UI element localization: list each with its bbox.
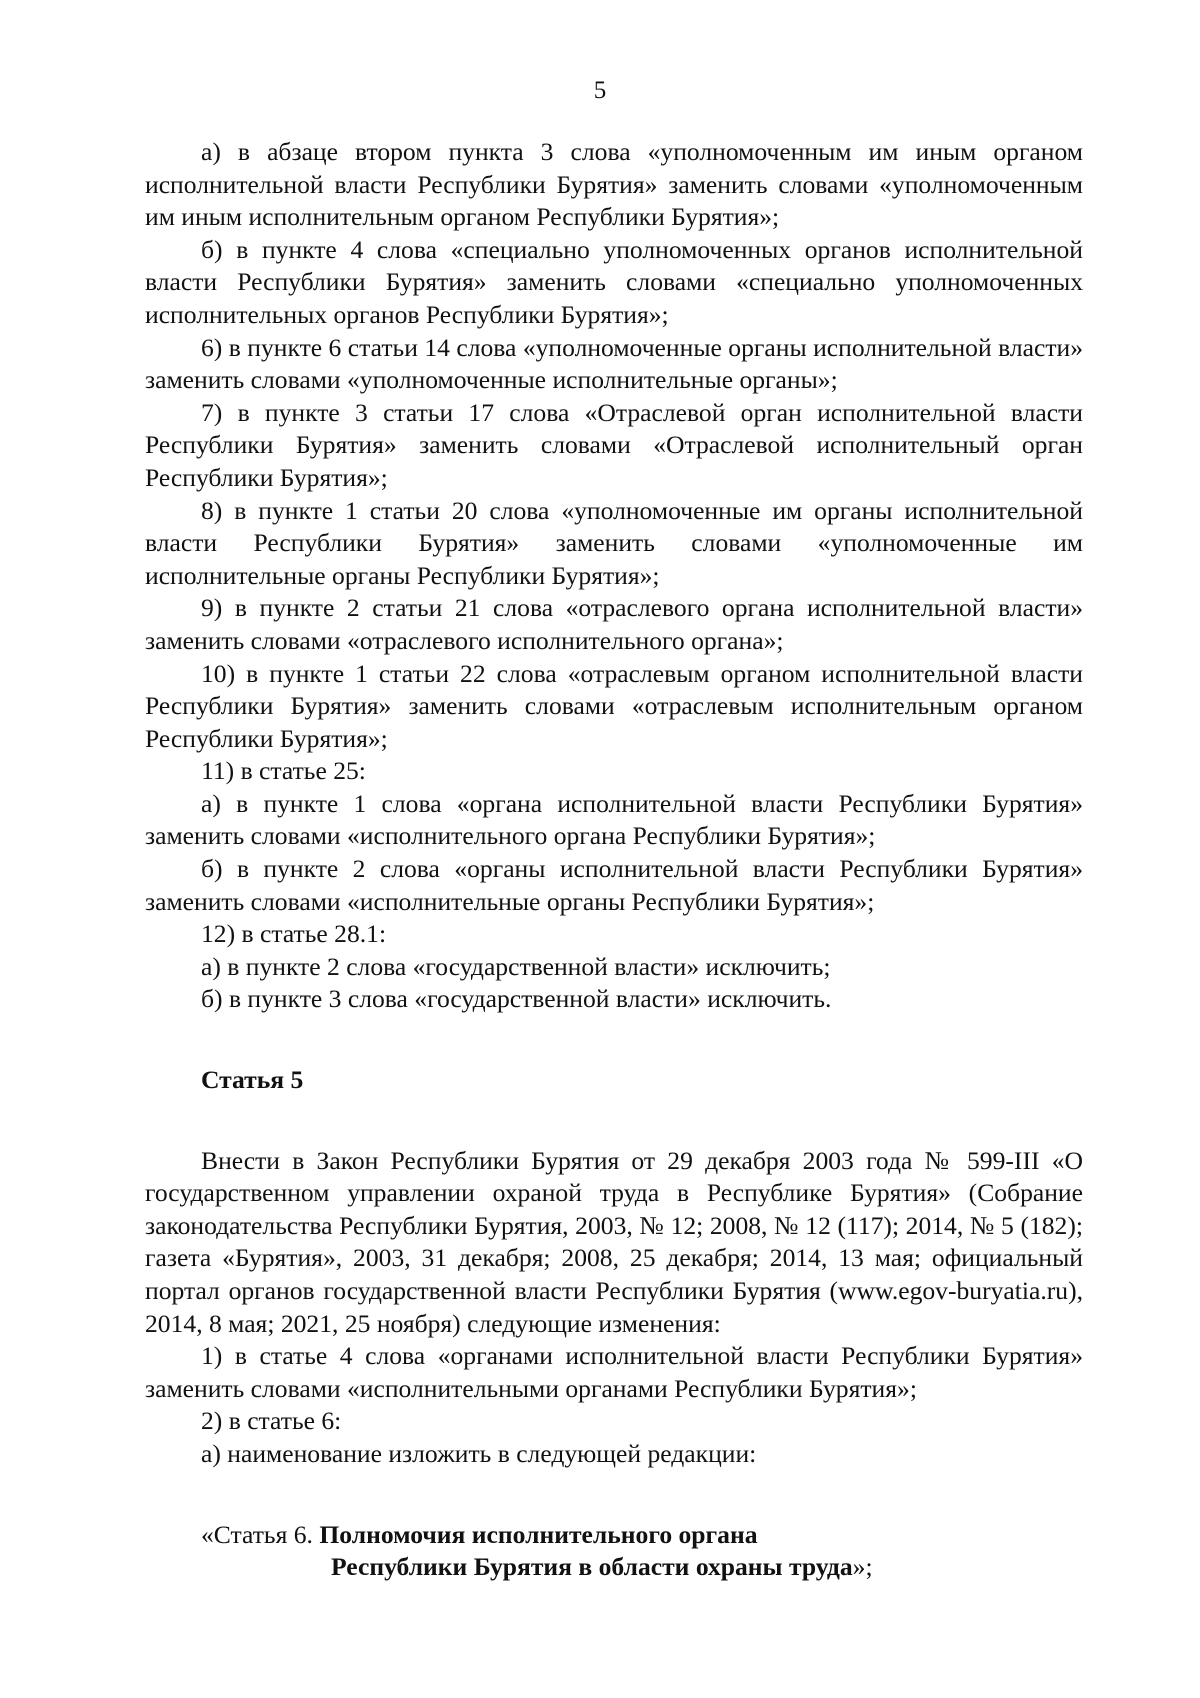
paragraph: Внести в Закон Республики Бурятия от 29 декабря 2003 года № 599-III «О государственном управлении охраной труда в Республике Бурятия» (Собрание законодательства Республики Бурятия, 2003, № 12; 2008, № 12 (117); 2014, № 5 (182); газета «Бурятия», 2003, 31 декабря; 2008, 25 декабря; 2014, 13 мая; официальный портал органов государственной власти Республики Бурятия (www.egov-buryatia.ru), 2014, 8 мая; 2021, 25 ноября) следующие изменения: bbox=[145, 1145, 1083, 1338]
document-body bbox=[145, 136, 1083, 1584]
quoted-heading-title-part-1: Полномочия исполнительного органа bbox=[319, 1519, 758, 1549]
paragraph: б) в пункте 3 слова «государственной власти» исключить. bbox=[201, 984, 832, 1014]
article-heading: Статья 5 bbox=[201, 1065, 304, 1095]
paragraph: 2) в статье 6: bbox=[201, 1406, 342, 1436]
quoted-heading-prefix: «Статья 6. bbox=[201, 1519, 320, 1549]
paragraph: а) в абзаце втором пункта 3 слова «уполномоченным им иным органом исполнительной власти Республики Бурятия» заменить словами «уполномоченным им иным исполнительным органом Республики Бурятия»; bbox=[145, 137, 1083, 232]
page-number: 5 bbox=[593, 77, 607, 104]
paragraph: 8) в пункте 1 статьи 20 слова «уполномоченные им органы исполнительной власти Республики Бурятия» заменить словами «уполномоченные им исполнительные органы Республики Бурятия»; bbox=[145, 495, 1083, 590]
paragraph: 9) в пункте 2 статьи 21 слова «отраслевого органа исполнительной власти» заменить словами «отраслевого исполнительного органа»; bbox=[145, 593, 1083, 655]
paragraph: 1) в статье 4 слова «органами исполнительной власти Республики Бурятия» заменить словами «исполнительными органами Республики Бурятия»; bbox=[145, 1341, 1083, 1403]
paragraph: 11) в статье 25: bbox=[201, 756, 366, 786]
quoted-heading-line-2 bbox=[145, 1551, 1083, 1584]
paragraph: 7) в пункте 3 статьи 17 слова «Отраслевой орган исполнительной власти Республики Бурятия» заменить словами «Отраслевой исполнительный орган Республики Бурятия»; bbox=[145, 397, 1083, 492]
quoted-heading-line-1 bbox=[145, 1519, 1083, 1552]
paragraph: а) в пункте 2 слова «государственной власти» исключить; bbox=[201, 951, 831, 981]
paragraph: б) в пункте 2 слова «органы исполнительной власти Республики Бурятия» заменить словами «исполнительные органы Республики Бурятия»; bbox=[145, 854, 1083, 916]
quoted-heading-suffix: »; bbox=[852, 1552, 873, 1582]
paragraph: 6) в пункте 6 статьи 14 слова «уполномоченные органы исполнительной власти» заменить словами «уполномоченные исполнительные органы»; bbox=[145, 332, 1083, 395]
paragraph: 12) в статье 28.1: bbox=[201, 919, 387, 949]
quoted-article-heading bbox=[145, 1519, 1083, 1584]
paragraph: б) в пункте 4 слова «специально уполномоченных органов исполнительной власти Республики Бурятия» заменить словами «специально уполномоченных исполнительных органов Республики Бурятия»; bbox=[145, 234, 1083, 329]
paragraph: а) в пункте 1 слова «органа исполнительной власти Республики Бурятия» заменить словами «исполнительного органа Республики Бурятия»; bbox=[145, 788, 1083, 851]
quoted-heading-title-part-2: Республики Бурятия в области охраны труда bbox=[331, 1552, 853, 1582]
paragraph: а) наименование изложить в следующей редакции: bbox=[201, 1438, 757, 1468]
paragraph: 10) в пункте 1 статьи 22 слова «отраслевым органом исполнительной власти Республики Бурятия» заменить словами «отраслевым исполнительным органом Республики Бурятия»; bbox=[145, 658, 1083, 753]
